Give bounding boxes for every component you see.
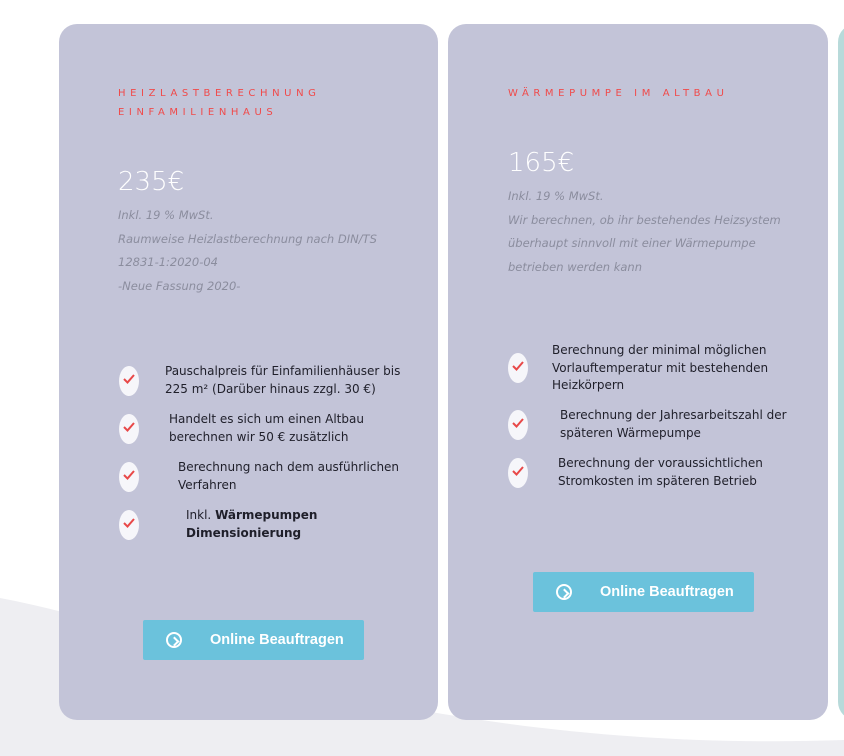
check-icon — [508, 458, 528, 488]
feature-text: Berechnung der voraussichtlichen Stromkosten im späteren Betrieb — [558, 456, 763, 488]
online-beauftragen-button[interactable] — [533, 572, 754, 612]
feature-text: Berechnung der minimal möglichen Vorlauftemperatur mit bestehenden Heizkörpern — [552, 343, 769, 392]
feature-item — [119, 363, 400, 398]
check-icon — [508, 353, 528, 383]
feature-text: Handelt es sich um einen Altbau berechnen wir 50 € zusätzlich — [169, 412, 364, 444]
feature-item — [119, 459, 399, 494]
card-title: HEIZLASTBERECHNUNG EINFAMILIENHAUS — [118, 88, 321, 118]
check-icon — [119, 510, 139, 540]
price: 165€ — [508, 148, 575, 178]
online-beauftragen-button[interactable] — [143, 620, 364, 660]
arrow-circle-right-icon — [166, 632, 182, 648]
card-title: WÄRMEPUMPE IM ALTBAU — [508, 88, 729, 99]
feature-item — [508, 342, 768, 395]
feature-item — [119, 411, 364, 446]
card-description: Inkl. 19 % MwSt. Wir berechnen, ob ihr bestehendes Heizsystem überhaupt sinnvoll mit einer Wärmepumpe betrieben werden kann — [508, 189, 781, 274]
feature-text: Berechnung der Jahresarbeitszahl der späteren Wärmepumpe — [560, 408, 787, 440]
arrow-circle-right-icon — [556, 584, 572, 600]
check-icon — [119, 462, 139, 492]
feature-item — [508, 407, 787, 442]
pricing-card-partial — [838, 24, 844, 720]
button-label: Online Beauftragen — [600, 584, 734, 600]
feature-item — [508, 455, 763, 490]
pricing-card-waermepumpe — [448, 24, 828, 720]
feature-text: Berechnung nach dem ausführlichen Verfahren — [178, 460, 400, 492]
feature-text: Inkl. Wärmepumpen Dimensionierung — [186, 508, 318, 540]
check-icon — [119, 414, 139, 444]
feature-item — [119, 507, 317, 542]
check-icon — [508, 410, 528, 440]
card-description: Inkl. 19 % MwSt. Raumweise Heizlastberechnung nach DIN/TS 12831-1:2020-04 -Neue Fassung 2020- — [118, 208, 377, 293]
pricing-card-heizlast — [59, 24, 438, 720]
feature-text: Pauschalpreis für Einfamilienhäuser bis 225 m² (Darüber hinaus zzgl. 30 €) — [165, 364, 401, 396]
check-icon — [119, 366, 139, 396]
button-label: Online Beauftragen — [210, 632, 344, 648]
price: 235€ — [118, 167, 185, 197]
